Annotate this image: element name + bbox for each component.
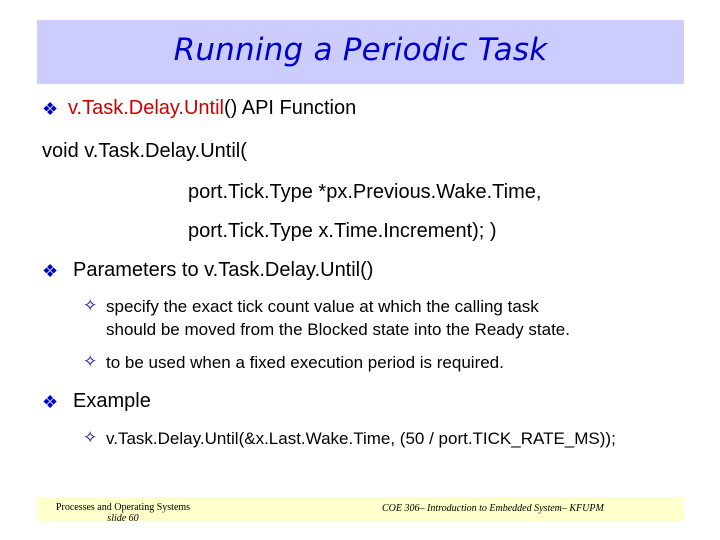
diamond-bullet-icon: ❖	[42, 392, 59, 412]
diamond-bullet-icon: ❖	[42, 99, 59, 119]
four-point-star-icon: ✧	[83, 352, 98, 371]
code-line-1: void v.Task.Delay.Until(	[42, 140, 247, 162]
api-suffix: () API Function	[223, 97, 357, 119]
sub-bullet-specify	[106, 295, 570, 341]
footer-course-title: Processes and Operating Systems	[55, 502, 191, 513]
api-name: v.Task.Delay.Until	[68, 97, 224, 119]
sub-bullet-example-code: v.Task.Delay.Until(&x.Last.Wake.Time, (50 / port.TICK_RATE_MS));	[106, 429, 616, 448]
sub-bullet-fixed-period: to be used when a fixed execution period is required.	[106, 353, 504, 372]
code-line-3: port.Tick.Type x.Time.Increment); )	[188, 220, 497, 242]
sub-bullet-specify-line1: specify the exact tick count value at which the calling task	[106, 297, 539, 316]
code-line-2: port.Tick.Type *px.Previous.Wake.Time,	[188, 181, 542, 203]
footer-course	[43, 502, 203, 524]
title-band	[37, 20, 684, 84]
footer-slide-number: slide 60	[107, 513, 139, 524]
diamond-bullet-icon: ❖	[42, 261, 59, 281]
four-point-star-icon: ✧	[83, 428, 98, 447]
bullet-example: Example	[73, 390, 151, 412]
footer-course-code: COE 306– Introduction to Embedded System– KFUPM	[382, 503, 604, 514]
sub-bullet-specify-line2: should be moved from the Blocked state into the Ready state.	[106, 320, 570, 339]
bullet-parameters: Parameters to v.Task.Delay.Until()	[73, 259, 374, 281]
bullet-api-function	[68, 97, 356, 120]
footer-band	[37, 497, 684, 524]
slide-title: Running a Periodic Task	[173, 32, 548, 68]
four-point-star-icon: ✧	[83, 296, 98, 315]
